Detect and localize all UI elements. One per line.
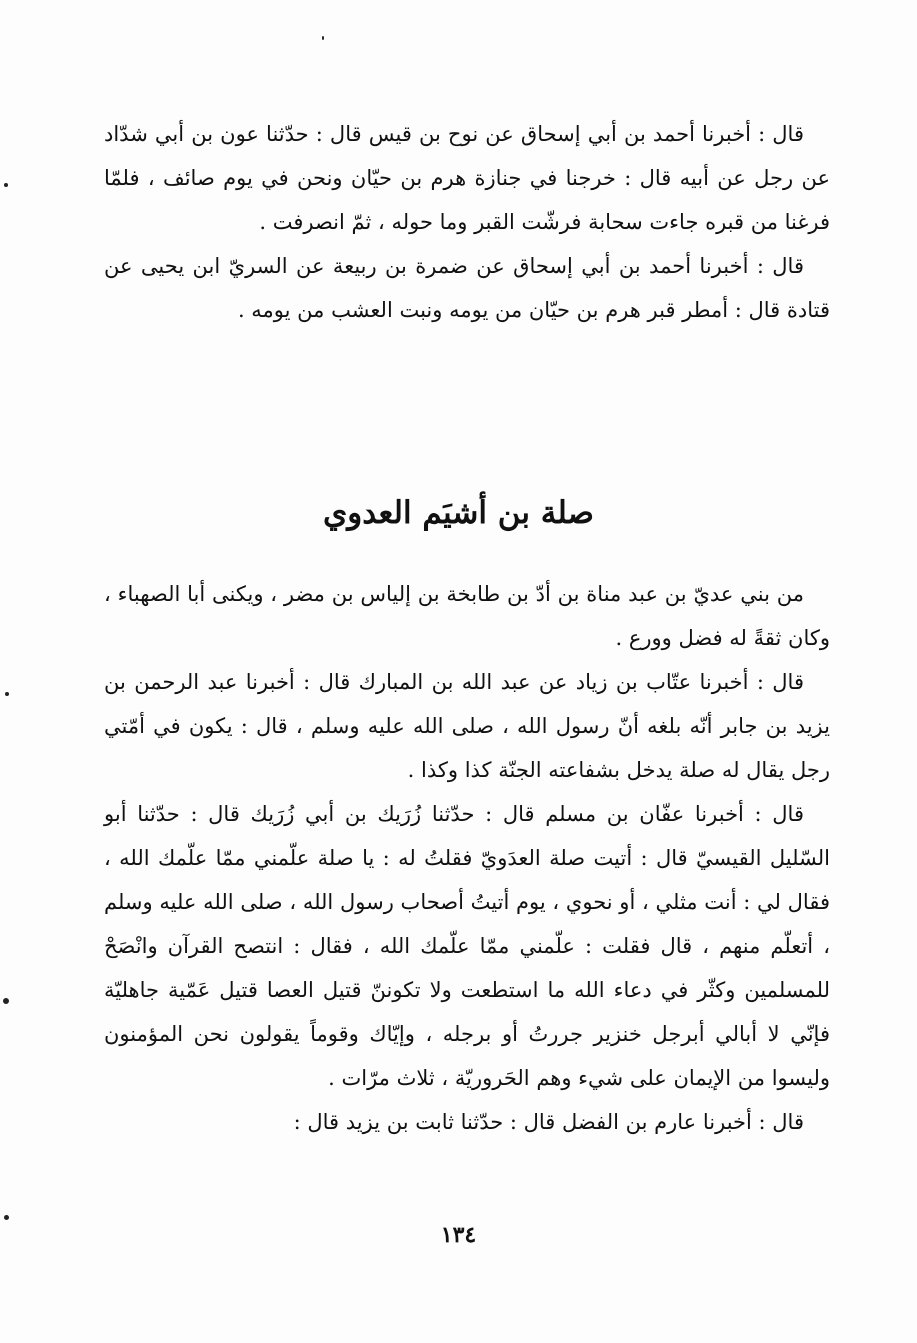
paragraph: قال : أخبرنا عارم بن الفضل قال : حدّثنا ثابت بن يزيد قال : — [293, 1110, 804, 1134]
scan-speck — [5, 692, 9, 696]
paragraph: قال : أخبرنا عفّان بن مسلم قال : حدّثنا زُرَيك بن أبي زُرَيك قال : حدّثنا أبو السّليل القيسيّ قال : أتيت صلة العدَويّ فقلتُ له : يا صلة علّمني ممّا علّمك الله ، فقال لي : أنت مثلي ، أو نحوي ، يوم أتيتُ أصحاب رسول الله ، صلى الله عليه وسلم ، أتعلّم منهم ، قال فقلت : علّمني ممّا علّمك الله ، فقال : انتصح القرآن وانْصَحْ للمسلمين وكثّر في دعاء الله ما استطعت ولا تكوننّ قتيل العصا قتيل عَمّية جاهليّة فإنّي لا أبالي أبرجل خنزير جررتُ أو برجله ، وإيّاك وقوماً يقولون نحن المؤمنون وليسوا من الإيمان على شيء وهم الحَروريّة ، ثلاث مرّات . — [104, 802, 830, 1090]
page-number: ١٣٤ — [440, 1222, 477, 1248]
top-text-block — [104, 112, 830, 332]
paragraph: قال : أخبرنا عتّاب بن زياد عن عبد الله بن المبارك قال : أخبرنا عبد الرحمن بن يزيد بن جابر أنّه بلغه أنّ رسول الله ، صلى الله عليه وسلم ، قال : يكون في أمّتي رجل يقال له صلة يدخل بشفاعته الجنّة كذا وكذا . — [104, 670, 830, 782]
scan-speck — [322, 36, 324, 40]
section-heading: صلة بن أشيَم العدوي — [323, 495, 594, 531]
scan-speck — [4, 183, 8, 187]
paragraph: قال : أخبرنا أحمد بن أبي إسحاق عن ضمرة بن ربيعة عن السريّ ابن يحيى عن قتادة قال : أمطر قبر هرم بن حيّان من يومه ونبت العشب من يومه . — [104, 254, 830, 322]
main-text-block — [104, 572, 830, 1144]
scan-speck — [3, 998, 9, 1004]
paragraph: قال : أخبرنا أحمد بن أبي إسحاق عن نوح بن قيس قال : حدّثنا عون بن أبي شدّاد عن رجل عن أبيه قال : خرجنا في جنازة هرم بن حيّان ونحن في يوم صائف ، فلمّا فرغنا من قبره جاءت سحابة فرشّت القبر وما حوله ، ثمّ انصرفت . — [104, 122, 830, 234]
scan-speck — [4, 1215, 9, 1220]
paragraph: من بني عديّ بن عبد مناة بن أدّ بن طابخة بن إلياس بن مضر ، ويكنى أبا الصهباء ، وكان ثقةً له فضل وورع . — [104, 582, 830, 650]
